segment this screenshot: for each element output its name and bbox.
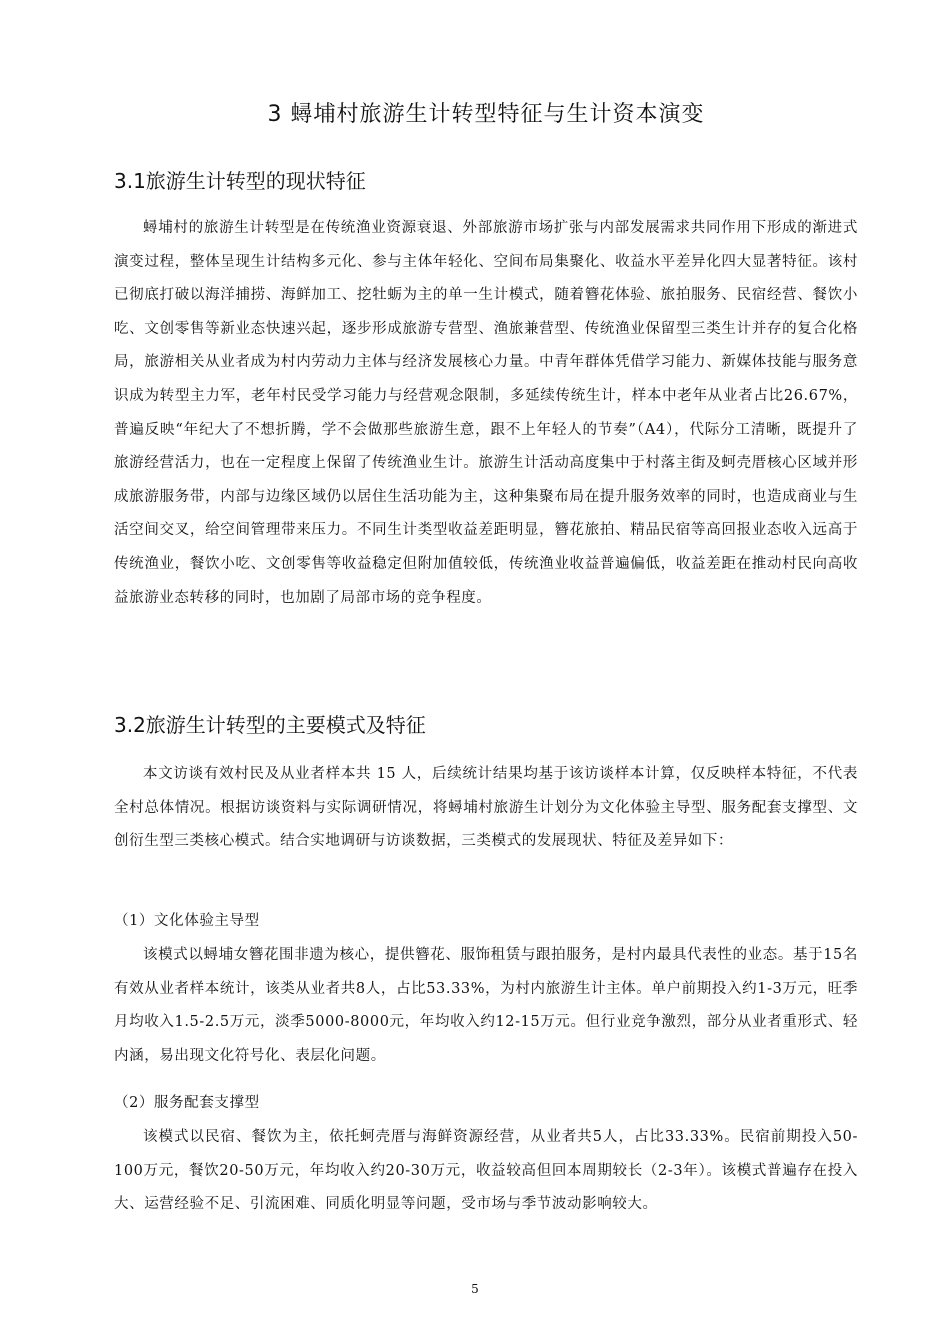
section-heading-3-1: 3.1旅游生计转型的现状特征 <box>114 169 366 193</box>
chapter-title: 3 蟳埔村旅游生计转型特征与生计资本演变 <box>267 102 705 127</box>
page-number: 5 <box>471 1282 479 1296</box>
mode-2-paragraph: 该模式以民宿、餐饮为主，依托蚵壳厝与海鲜资源经营，从业者共5人，占比33.33%。民宿前期投入50-100万元，餐饮20-50万元，年均收入约20-30万元，收益较高但回本周期较长（2-3年）。该模式普遍存在投入大、运营经验不足、引流困难、同质化明显等问题，受市场与季节波动影响较大。 <box>114 1129 858 1213</box>
mode-1-paragraph: 该模式以蟳埔女簪花围非遗为核心，提供簪花、服饰租赁与跟拍服务，是村内最具代表性的业态。基于15名有效从业者样本统计，该类从业者共8人，占比53.33%，为村内旅游生计主体。单户前期投入约1-3万元，旺季月均收入1.5-2.5万元，淡季5000-8000元，年均收入约12-15万元。但行业竞争激烈，部分从业者重形式、轻内涵，易出现文化符号化、表层化问题。 <box>114 947 858 1064</box>
mode-2-heading: （2）服务配套支撑型 <box>114 1095 260 1111</box>
section-heading-3-2: 3.2旅游生计转型的主要模式及特征 <box>114 713 426 737</box>
section-3-1-paragraph: 蟳埔村的旅游生计转型是在传统渔业资源衰退、外部旅游市场扩张与内部发展需求共同作用下形成的渐进式演变过程，整体呈现生计结构多元化、参与主体年轻化、空间布局集聚化、收益水平差异化四大显著特征。该村已彻底打破以海洋捕捞、海鲜加工、挖牡蛎为主的单一生计模式，随着簪花体验、旅拍服务、民宿经营、餐饮小吃、文创零售等新业态快速兴起，逐步形成旅游专营型、渔旅兼营型、传统渔业保留型三类生计并存的复合化格局，旅游相关从业者成为村内劳动力主体与经济发展核心力量。中青年群体凭借学习能力、新媒体技能与服务意识成为转型主力军，老年村民受学习能力与经营观念限制，多延续传统生计，样本中老年从业者占比26.67%，普遍反映“年纪大了不想折腾，学不会做那些旅游生意，跟不上年轻人的节奏”（A4），代际分工清晰，既提升了旅游经营活力，也在一定程度上保留了传统渔业生计。旅游生计活动高度集中于村落主街及蚵壳厝核心区域并形成旅游服务带，内部与边缘区域仍以居住生活功能为主，这种集聚布局在提升服务效率的同时，也造成商业与生活空间交叉，给空间管理带来压力。不同生计类型收益差距明显，簪花旅拍、精品民宿等高回报业态收入远高于传统渔业，餐饮小吃、文创零售等收益稳定但附加值较低，传统渔业收益普遍偏低，收益差距在推动村民向高收益旅游业态转移的同时，也加剧了局部市场的竞争程度。 <box>114 220 858 606</box>
mode-1-heading: （1）文化体验主导型 <box>114 913 260 929</box>
section-3-2-intro: 本文访谈有效村民及从业者样本共 15 人，后续统计结果均基于该访谈样本计算，仅反映样本特征，不代表全村总体情况。根据访谈资料与实际调研情况，将蟳埔村旅游生计划分为文化体验主导型、服务配套支撑型、文创衍生型三类核心模式。结合实地调研与访谈数据，三类模式的发展现状、特征及差异如下： <box>114 766 858 850</box>
